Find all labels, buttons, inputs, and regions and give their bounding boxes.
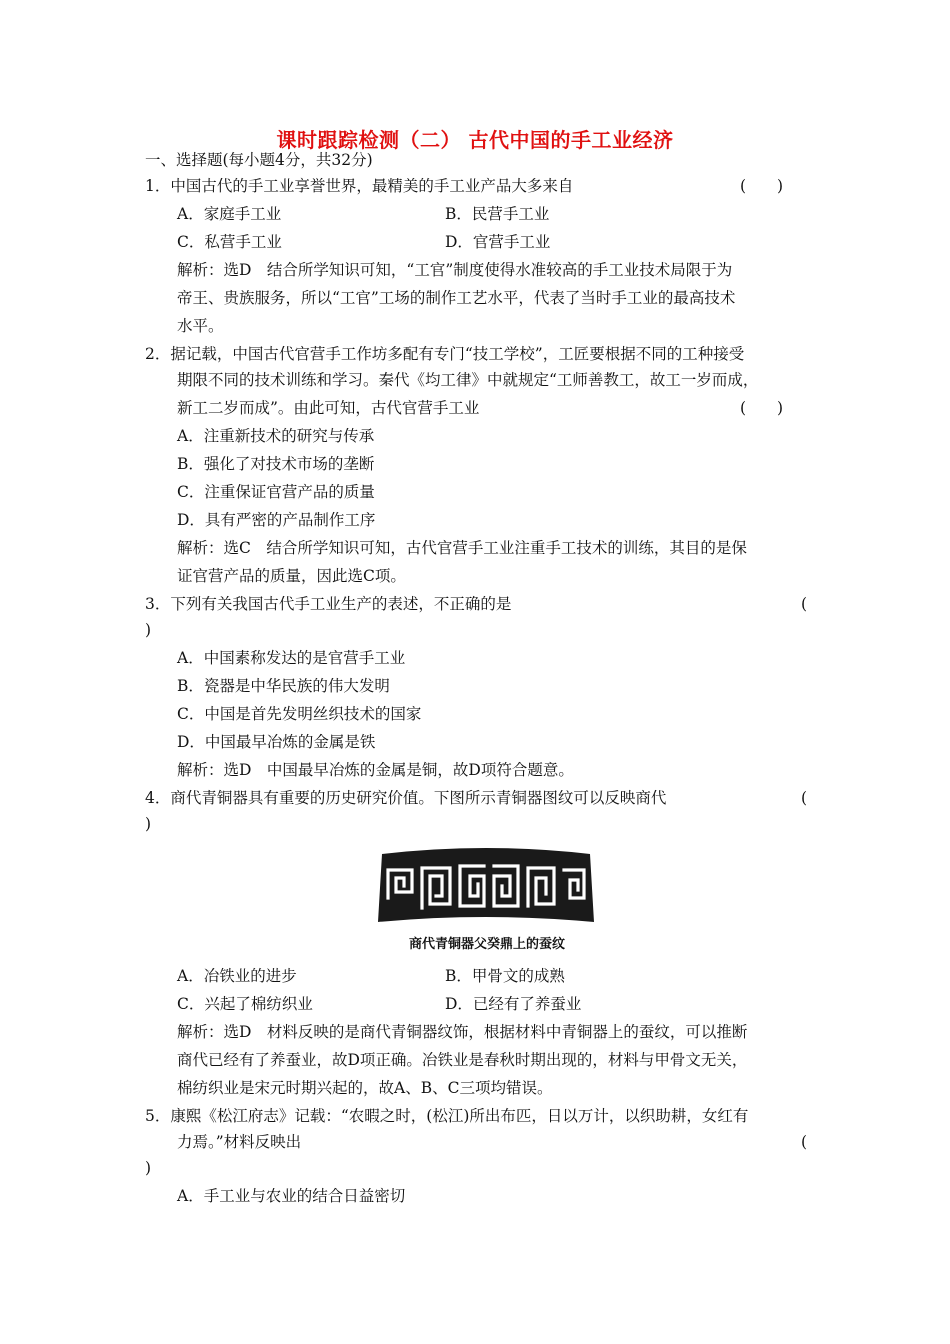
q2-stem-line3: 新工二岁而成”。由此可知，古代官营手工业: [177, 399, 480, 417]
q2-answer-paren: ( ): [740, 399, 784, 417]
q4-option-a: A．冶铁业的进步: [177, 967, 297, 985]
q3-option-d: D．中国最早冶炼的金属是铁: [177, 733, 376, 751]
q1-analysis-line2: 帝王、贵族服务，所以“工官”工场的制作工艺水平，代表了当时手工业的最高技术: [177, 289, 736, 307]
q4-analysis-line1: 解析：选D 材料反映的是商代青铜器纹饰，根据材料中青铜器上的蚕纹，可以推断: [177, 1023, 748, 1041]
q5-answer-paren-open: (: [801, 1133, 808, 1151]
q1-option-b: B．民营手工业: [445, 205, 550, 223]
q5-stem-line1: 5．康熙《松江府志》记载：“农暇之时，(松江)所出布匹，日以万计，以织助耕，女红有: [145, 1107, 749, 1125]
q3-option-b: B．瓷器是中华民族的伟大发明: [177, 677, 390, 695]
figure-caption: 商代青铜器父癸鼎上的蚕纹: [408, 937, 565, 952]
q4-stem: 4．商代青铜器具有重要的历史研究价值。下图所示青铜器图纹可以反映商代: [145, 789, 667, 807]
bronze-silkworm-pattern-image: [378, 848, 594, 926]
q1-option-d: D．官营手工业: [445, 233, 551, 251]
q2-option-b: B．强化了对技术市场的垄断: [177, 455, 375, 473]
q3-answer-paren-open: (: [801, 595, 808, 613]
q3-answer-paren-close: ): [145, 621, 152, 639]
q5-option-a: A．手工业与农业的结合日益密切: [177, 1187, 406, 1205]
q2-stem-line1: 2．据记载，中国古代官营手工作坊多配有专门“技工学校”，工匠要根据不同的工种接受: [145, 345, 745, 363]
q4-answer-paren-open: (: [801, 789, 808, 807]
q1-stem: 1．中国古代的手工业享誉世界，最精美的手工业产品大多来自: [145, 177, 574, 195]
q2-option-a: A．注重新技术的研究与传承: [177, 427, 375, 445]
page-title: 课时跟踪检测（二） 古代中国的手工业经济: [276, 128, 674, 152]
q2-analysis-line1: 解析：选C 结合所学知识可知，古代官营手工业注重手工技术的训练，其目的是保: [177, 539, 747, 557]
q3-analysis-line1: 解析：选D 中国最早冶炼的金属是铜，故D项符合题意。: [177, 761, 574, 779]
q1-analysis-line3: 水平。: [177, 317, 224, 335]
q1-analysis-line1: 解析：选D 结合所学知识可知，“工官”制度使得水准较高的手工业技术局限于为: [177, 261, 733, 279]
q2-analysis-line2: 证官营产品的质量，因此选C项。: [177, 567, 406, 585]
q4-analysis-line2: 商代已经有了养蚕业，故D项正确。冶铁业是春秋时期出现的，材料与甲骨文无关，: [177, 1051, 748, 1069]
q3-option-c: C．中国是首先发明丝织技术的国家: [177, 705, 422, 723]
q5-answer-paren-close: ): [145, 1159, 152, 1177]
q1-answer-paren: ( ): [740, 177, 784, 195]
q3-option-a: A．中国素称发达的是官营手工业: [177, 649, 406, 667]
q4-analysis-line3: 棉纺织业是宋元时期兴起的，故A、B、C三项均错误。: [177, 1079, 553, 1097]
q2-option-c: C．注重保证官营产品的质量: [177, 483, 375, 501]
q2-option-d: D．具有严密的产品制作工序: [177, 511, 376, 529]
section-heading: 一、选择题(每小题4分，共32分): [145, 151, 373, 169]
q2-stem-line2: 期限不同的技术训练和学习。秦代《均工律》中就规定“工师善教工，故工一岁而成，: [177, 371, 759, 389]
q1-option-a: A．家庭手工业: [177, 205, 282, 223]
q5-stem-line2: 力焉。”材料反映出: [177, 1133, 302, 1151]
q4-option-c: C．兴起了棉纺织业: [177, 995, 313, 1013]
q3-stem: 3．下列有关我国古代手工业生产的表述，不正确的是: [145, 595, 512, 613]
q4-option-b: B．甲骨文的成熟: [445, 967, 565, 985]
q4-option-d: D．已经有了养蚕业: [445, 995, 582, 1013]
q1-option-c: C．私营手工业: [177, 233, 282, 251]
q4-answer-paren-close: ): [145, 815, 152, 833]
